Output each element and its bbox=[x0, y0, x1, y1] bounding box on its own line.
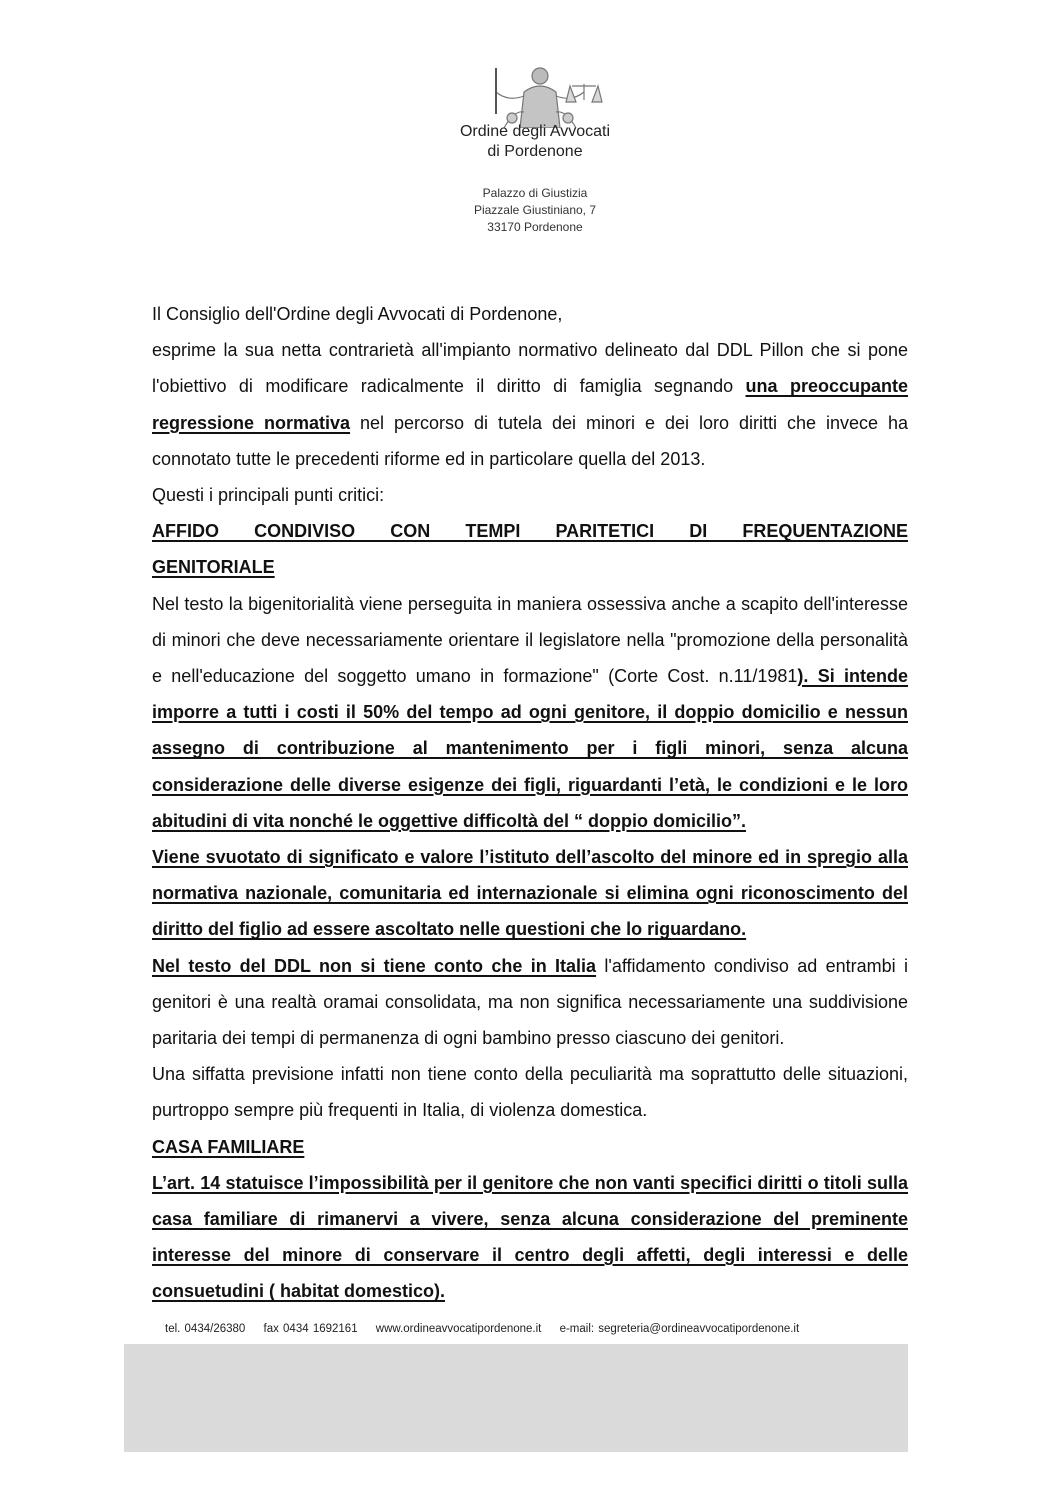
paragraph-1-emphasis: una preoccupante regressione normativa bbox=[152, 376, 909, 433]
letterhead bbox=[0, 0, 1058, 250]
paragraph-3-emphasis: ). Si intende imporre a tutti i costi il 50% del tempo ad ogni genitore, il doppio domicilio e nessun assegno di contribuzione al mantenimento per i figli minori, senza alcuna considerazione delle diverse esigenze dei figli, riguardanti l’età, le condizioni e le loro abitudini di vita nonché le oggettive difficoltà del “ doppio domicilio”. bbox=[152, 666, 908, 831]
paragraph-1-text: esprime la sua netta contrarietà all'impianto normativo delineato dal DDL Pillon che si pone l'obiettivo di modificare radicalmente il diritto di famiglia segnando bbox=[152, 340, 908, 397]
paragraph-1 bbox=[152, 332, 908, 477]
paragraph-5 bbox=[152, 948, 908, 1057]
paragraph-4: Viene svuotato di significato e valore l’istituto dell’ascolto del minore ed in spregio alla normativa nazionale, comunitaria ed internazionale si elimina ogni riconoscimento del diritto del figlio ad essere ascoltato nelle questioni che lo riguardano. bbox=[152, 847, 908, 940]
justice-allegory-logo bbox=[474, 62, 606, 128]
intro-line: Il Consiglio dell'Ordine degli Avvocati di Pordenone, bbox=[152, 304, 563, 324]
heading-affido-line1: AFFIDO CONDIVISO CON TEMPI PARITETICI DI FREQUENTAZIONE bbox=[152, 521, 908, 542]
footer-tel: tel. 0434/26380 bbox=[165, 1323, 246, 1335]
paragraph-7: L’art. 14 statuisce l’impossibilità per il genitore che non vanti specifici diritti o titoli sulla casa familiare di rimanervi a vivere, senza alcuna considerazione del preminente interesse del minore di conservare il centro degli affetti, degli interessi e delle consuetudini ( habitat domestico). bbox=[152, 1172, 908, 1302]
paragraph-2: Questi i principali punti critici: bbox=[152, 485, 385, 506]
paragraph-1-tail: nel percorso di tutela dei minori e dei loro diritti che invece ha connotato tutte le precedenti riforme ed in particolare quella del 2013. bbox=[152, 412, 909, 469]
heading-affido-line2: GENITORIALE bbox=[152, 557, 275, 578]
paragraph-6: Una siffatta previsione infatti non tiene conto della peculiarità ma soprattutto delle situazioni, purtroppo sempre più frequenti in Italia, di violenza domestica. bbox=[152, 1064, 908, 1121]
footer-website-link[interactable]: www.ordineavvocatipordenone.it bbox=[375, 1323, 542, 1335]
footer-gray-band bbox=[124, 1344, 908, 1452]
footer-email-link[interactable]: e-mail: segreteria@ordineavvocatipordenone.it bbox=[559, 1323, 800, 1335]
organization-name bbox=[410, 122, 660, 162]
address-block bbox=[410, 185, 660, 236]
heading-casa-familiare: CASA FAMILIARE bbox=[152, 1136, 305, 1157]
letter-body bbox=[152, 296, 908, 1310]
paragraph-5-emphasis: Nel testo del DDL non si tiene conto che in Italia bbox=[152, 955, 597, 976]
paragraph-3 bbox=[152, 586, 908, 839]
footer-contacts bbox=[165, 1323, 905, 1335]
address-line-2: Piazzale Giustiniano, 7 bbox=[473, 203, 597, 217]
footer-fax: fax 0434 1692161 bbox=[263, 1323, 358, 1335]
org-name-line1: Ordine degli Avvocati bbox=[459, 123, 610, 140]
paragraph-5-text: l'affidamento condiviso ad entrambi i genitori è una realtà oramai consolidata, ma non significa necessariamente una suddivisione paritaria dei tempi di permanenza di ogni bambino presso ciascuno dei genitori. bbox=[152, 955, 908, 1049]
org-name-line2: di Pordenone bbox=[487, 143, 583, 160]
address-line-3: 33170 Pordenone bbox=[487, 220, 583, 234]
address-line-1: Palazzo di Giustizia bbox=[482, 186, 588, 200]
paragraph-3-text: Nel testo la bigenitorialità viene perseguita in maniera ossessiva anche a scapito dell'interesse di minori che deve necessariamente orientare il legislatore nella "promozione della personalità e nell'educazione del soggetto umano in formazione" (Corte Cost. n.11/1981 bbox=[152, 593, 908, 687]
